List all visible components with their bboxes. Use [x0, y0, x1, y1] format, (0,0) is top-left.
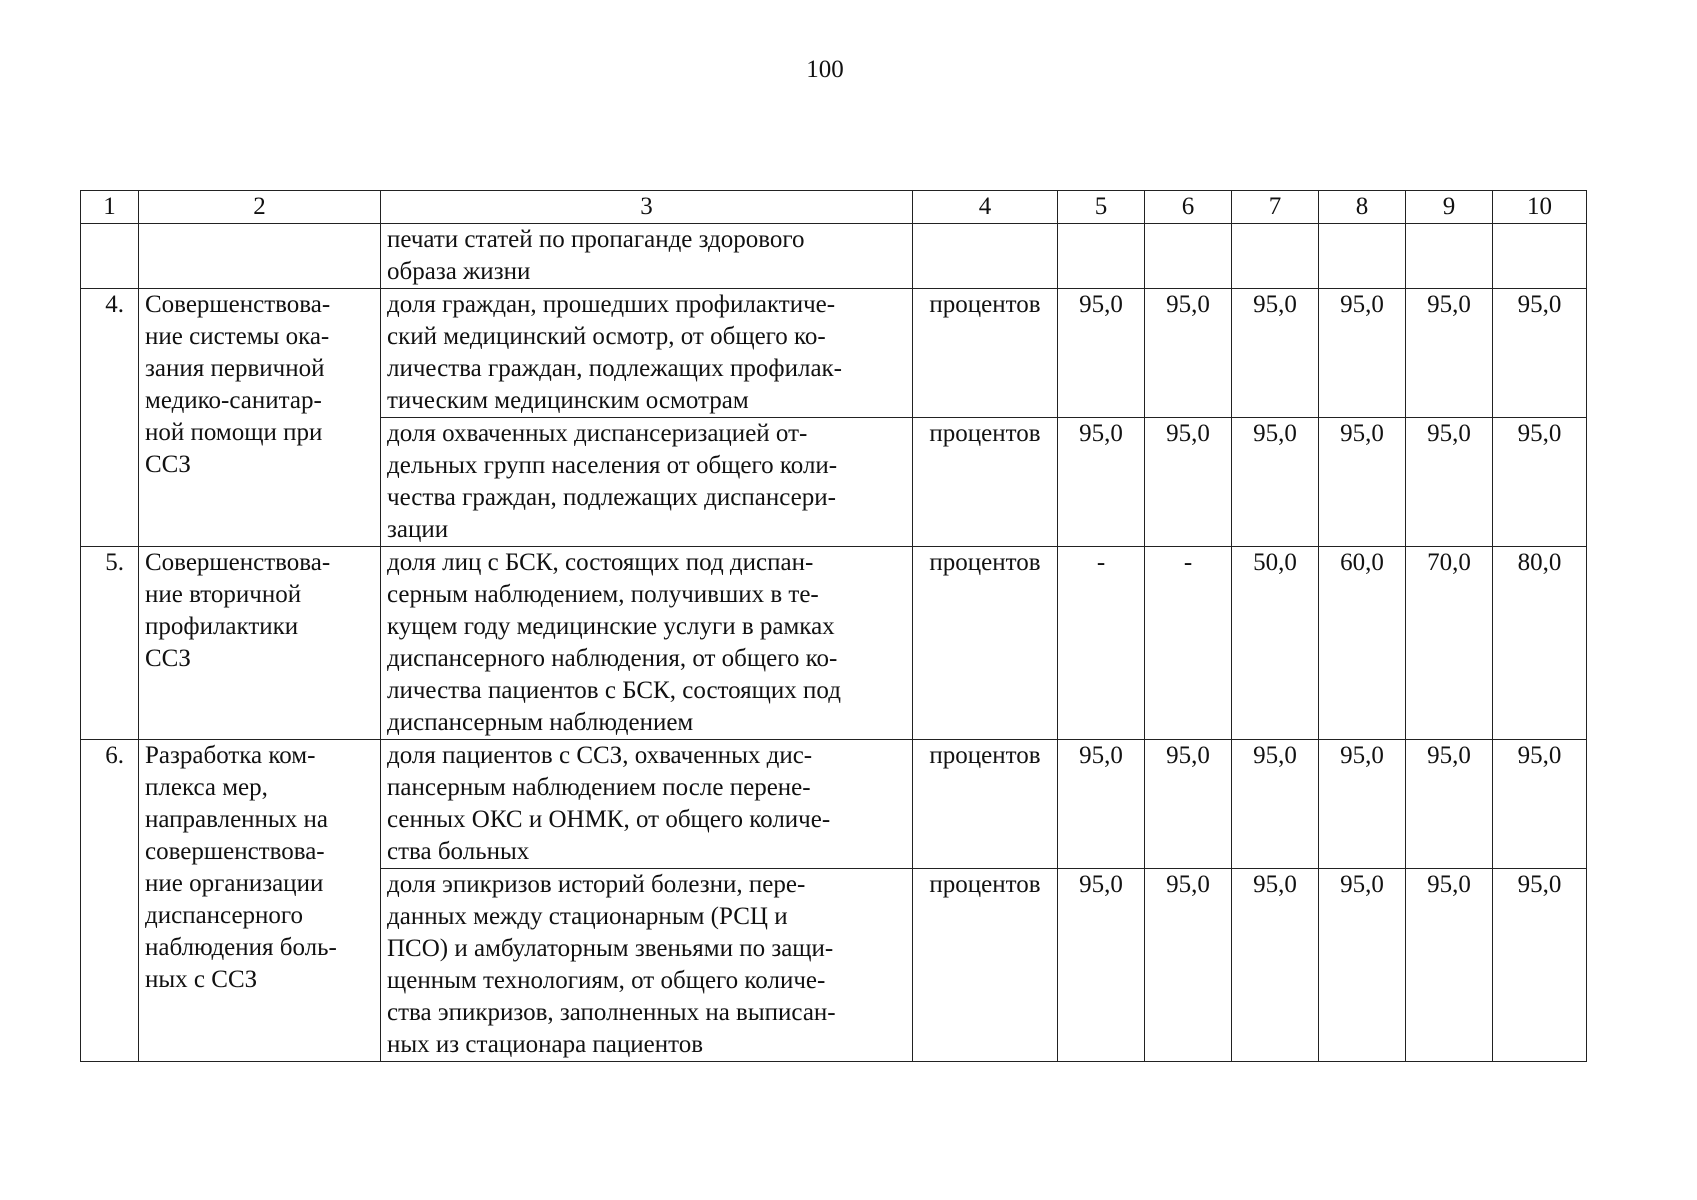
- num-cell: 6.: [81, 740, 139, 1062]
- header-cell: 7: [1232, 191, 1319, 224]
- value-cell: 80,0: [1493, 547, 1587, 740]
- value-cell: 95,0: [1319, 418, 1406, 547]
- header-cell: 10: [1493, 191, 1587, 224]
- unit-cell: процентов: [913, 869, 1058, 1062]
- table-row: [81, 289, 1587, 418]
- value-cell: [1319, 224, 1406, 289]
- indicators-table: [80, 190, 1587, 1062]
- table-row: [81, 224, 1587, 289]
- value-cell: 95,0: [1232, 289, 1319, 418]
- measure-cell: Совершенствова- ние вторичной профилактики ССЗ: [139, 547, 381, 740]
- indicator-cell: доля граждан, прошедших профилактиче- ский медицинский осмотр, от общего ко- личества граждан, подлежащих профилак- тическим медицинским осмотрам: [381, 289, 913, 418]
- value-cell: 95,0: [1406, 289, 1493, 418]
- unit-cell: процентов: [913, 740, 1058, 869]
- value-cell: 95,0: [1319, 869, 1406, 1062]
- value-cell: 95,0: [1406, 869, 1493, 1062]
- value-cell: [1058, 224, 1145, 289]
- num-cell: 4.: [81, 289, 139, 547]
- num-cell: [81, 224, 139, 289]
- value-cell: 95,0: [1406, 740, 1493, 869]
- header-cell: 2: [139, 191, 381, 224]
- value-cell: 95,0: [1232, 418, 1319, 547]
- unit-cell: процентов: [913, 547, 1058, 740]
- page-number: 100: [806, 56, 844, 83]
- measure-cell: Совершенствова- ние системы ока- зания первичной медико-санитар- ной помощи при ССЗ: [139, 289, 381, 547]
- header-cell: 9: [1406, 191, 1493, 224]
- header-cell: 8: [1319, 191, 1406, 224]
- num-cell: 5.: [81, 547, 139, 740]
- value-cell: 95,0: [1232, 869, 1319, 1062]
- value-cell: -: [1145, 547, 1232, 740]
- value-cell: [1493, 224, 1587, 289]
- header-cell: 6: [1145, 191, 1232, 224]
- value-cell: 95,0: [1058, 740, 1145, 869]
- header-cell: 5: [1058, 191, 1145, 224]
- value-cell: 60,0: [1319, 547, 1406, 740]
- unit-cell: [913, 224, 1058, 289]
- indicator-cell: печати статей по пропаганде здорового образа жизни: [381, 224, 913, 289]
- unit-cell: процентов: [913, 418, 1058, 547]
- table-row: [81, 740, 1587, 869]
- header-cell: 1: [81, 191, 139, 224]
- value-cell: 95,0: [1493, 289, 1587, 418]
- header-row: [81, 191, 1587, 224]
- indicator-cell: доля пациентов с ССЗ, охваченных дис- пансерным наблюдением после перене- сенных ОКС и ОНМК, от общего количе- ства больных: [381, 740, 913, 869]
- value-cell: 50,0: [1232, 547, 1319, 740]
- value-cell: 95,0: [1232, 740, 1319, 869]
- value-cell: 95,0: [1145, 418, 1232, 547]
- value-cell: [1232, 224, 1319, 289]
- value-cell: [1406, 224, 1493, 289]
- unit-cell: процентов: [913, 289, 1058, 418]
- indicator-cell: доля охваченных диспансеризацией от- дельных групп населения от общего коли- чества граждан, подлежащих диспансери- зации: [381, 418, 913, 547]
- indicator-cell: доля лиц с БСК, состоящих под диспан- серным наблюдением, получивших в те- кущем году медицинские услуги в рамках диспансерного наблюдения, от общего ко- личества пациентов с БСК, состоящих под диспансерным наблюдением: [381, 547, 913, 740]
- table-row: [81, 547, 1587, 740]
- value-cell: 95,0: [1145, 289, 1232, 418]
- measure-cell: [139, 224, 381, 289]
- measure-cell: Разработка ком- плекса мер, направленных на совершенствова- ние организации диспансерного наблюдения боль- ных с ССЗ: [139, 740, 381, 1062]
- value-cell: 95,0: [1319, 289, 1406, 418]
- value-cell: [1145, 224, 1232, 289]
- value-cell: 95,0: [1493, 418, 1587, 547]
- value-cell: 70,0: [1406, 547, 1493, 740]
- value-cell: 95,0: [1319, 740, 1406, 869]
- header-cell: 3: [381, 191, 913, 224]
- value-cell: 95,0: [1058, 289, 1145, 418]
- indicator-cell: доля эпикризов историй болезни, пере- данных между стационарным (РСЦ и ПСО) и амбулаторным звеньями по защи- щенным технологиям, от общего количе- ства эпикризов, заполненных на выписан- ных из стационара пациентов: [381, 869, 913, 1062]
- value-cell: 95,0: [1406, 418, 1493, 547]
- value-cell: 95,0: [1145, 869, 1232, 1062]
- value-cell: 95,0: [1145, 740, 1232, 869]
- value-cell: 95,0: [1493, 740, 1587, 869]
- value-cell: -: [1058, 547, 1145, 740]
- value-cell: 95,0: [1493, 869, 1587, 1062]
- value-cell: 95,0: [1058, 869, 1145, 1062]
- value-cell: 95,0: [1058, 418, 1145, 547]
- header-cell: 4: [913, 191, 1058, 224]
